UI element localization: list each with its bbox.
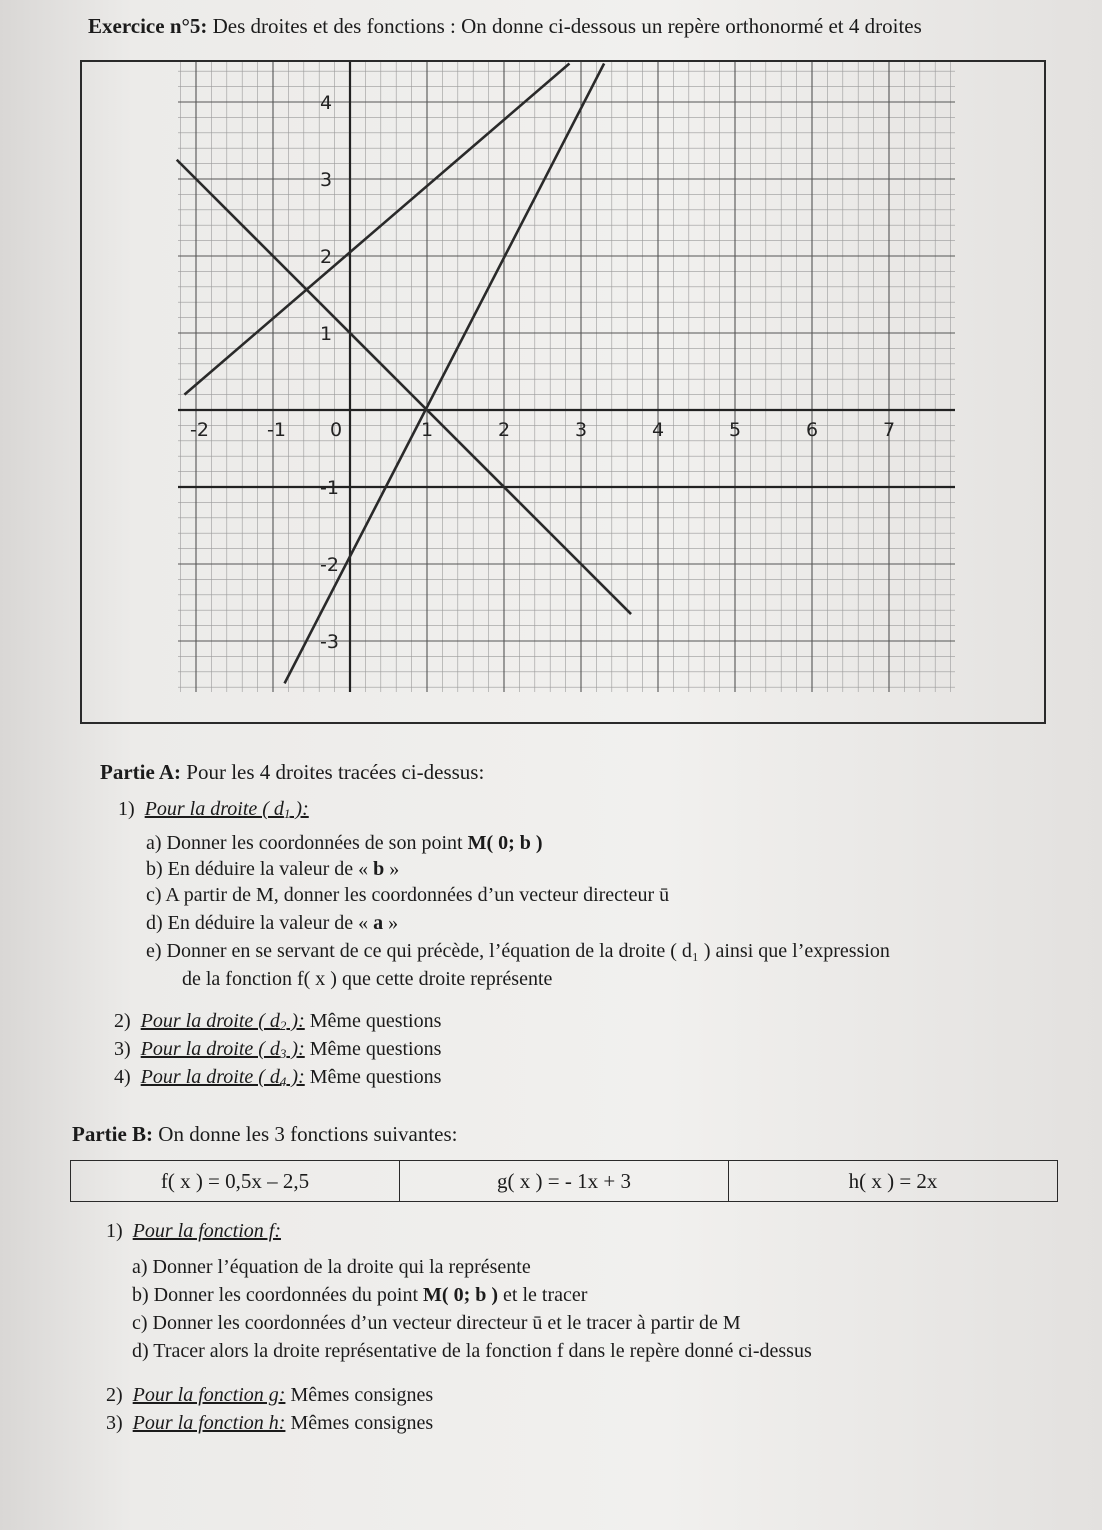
line-decreasing: [177, 160, 631, 614]
partB-q2: 2) Pour la fonction g: Mêmes consignes: [106, 1384, 434, 1406]
partA-qe-line2: de la fonction f( x ) que cette droite représente: [182, 968, 553, 990]
x-tick-label: -1: [267, 419, 286, 441]
major-grid: [178, 62, 955, 692]
x-tick-label: 0: [330, 419, 343, 441]
partB-qc: c) Donner les coordonnées d’un vecteur directeur ū et le tracer à partir de M: [132, 1312, 741, 1334]
partB-heading: Partie B: On donne les 3 fonctions suivantes:: [72, 1122, 458, 1146]
function-h-cell: h( x ) = 2x: [848, 1168, 938, 1193]
function-g-cell: g( x ) = - 1x + 3: [400, 1161, 729, 1201]
y-tick-label: -3: [320, 631, 339, 653]
x-tick-label: 1: [421, 419, 434, 441]
x-tick-label: 4: [652, 419, 665, 441]
x-tick-label: -2: [190, 419, 209, 441]
partB-qd: d) Tracer alors la droite représentative de la fonction f dans le repère donné ci-dessus: [132, 1340, 812, 1362]
partA-q4: 4) Pour la droite ( $d_4$ ): Même questions: [114, 1066, 442, 1089]
partA-q1: 1) Pour la droite ( $d_1$ ):: [118, 798, 309, 821]
partB-qb: b) Donner les coordonnées du point M( 0; b ) et le tracer: [132, 1284, 588, 1306]
y-tick-label: 4: [320, 92, 333, 114]
graph-lines: [177, 64, 631, 684]
tick-labels: [190, 92, 895, 653]
y-tick-label: 3: [320, 169, 333, 191]
y-tick-label: -2: [320, 554, 339, 576]
partA-heading: Partie A: Pour les 4 droites tracées ci-dessus:: [100, 760, 485, 784]
minor-grid: [178, 62, 955, 692]
x-tick-label: 6: [806, 419, 819, 441]
line-slope-steep: [285, 64, 605, 684]
axes: [178, 62, 955, 692]
y-tick-label: 2: [320, 246, 333, 268]
partA-qc: c) A partir de M, donner les coordonnées d’un vecteur directeur ū: [146, 884, 670, 906]
x-tick-label: 2: [498, 419, 511, 441]
partB-q3: 3) Pour la fonction h: Mêmes consignes: [106, 1412, 434, 1434]
partA-qa: a) Donner les coordonnées de son point M( 0; b ): [146, 832, 543, 854]
partB-q1: 1) Pour la fonction f:: [106, 1220, 281, 1242]
functions-table: [70, 1160, 1058, 1202]
x-tick-label: 3: [575, 419, 588, 441]
y-tick-label: -1: [320, 477, 339, 499]
x-tick-label: 7: [883, 419, 896, 441]
partA-q3: 3) Pour la droite ( $d_3$ ): Même questions: [114, 1038, 442, 1061]
partA-qd: d) En déduire la valeur de « a »: [146, 912, 399, 934]
exercise-title: Exercice n°5: Des droites et des fonctions : On donne ci-dessous un repère orthonormé et 4 droites: [88, 14, 922, 38]
y-tick-label: 1: [320, 323, 333, 345]
partA-qe-line1: e) Donner en se servant de ce qui précède, l’équation de la droite ( d₁ ) ainsi que l’expression: [146, 940, 890, 962]
x-tick-label: 5: [729, 419, 742, 441]
function-f-cell: f( x ) = 0,5x – 2,5: [71, 1161, 400, 1201]
partB-qa: a) Donner l’équation de la droite qui la représente: [132, 1256, 531, 1278]
partA-q2: 2) Pour la droite ( $d_2$ ): Même questions: [114, 1010, 442, 1033]
partA-qb: b) En déduire la valeur de « b »: [146, 858, 400, 880]
